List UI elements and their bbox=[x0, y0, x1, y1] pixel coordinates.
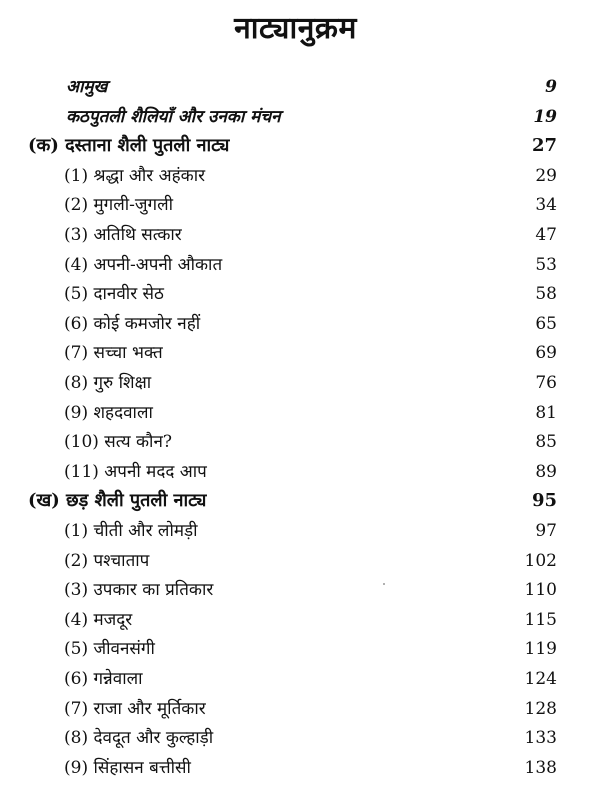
toc-entry-label: (1) श्रद्धा और अहंकार bbox=[64, 165, 206, 186]
toc-entry-page: 115 bbox=[524, 609, 557, 630]
toc-entry-page: 58 bbox=[535, 284, 557, 305]
toc-entry-label: (11) अपनी मदद आप bbox=[64, 461, 207, 482]
toc-entry-label: (9) सिंहासन बत्तीसी bbox=[64, 757, 191, 778]
toc-entry-label: (8) गुरु शिक्षा bbox=[64, 373, 152, 393]
toc-entry bbox=[0, 402, 591, 432]
toc-entry-page: 85 bbox=[535, 432, 557, 453]
paper-speck bbox=[383, 583, 385, 585]
toc-entry-page: 29 bbox=[535, 165, 557, 186]
toc-entry-label: (1) चीती और लोमड़ी bbox=[64, 521, 198, 541]
toc-entry bbox=[0, 165, 591, 195]
toc-entry-label: (7) सच्चा भक्त bbox=[64, 343, 163, 364]
toc-entry-label: (3) उपकार का प्रतिकार bbox=[64, 580, 214, 601]
toc-entry-page: 124 bbox=[524, 669, 557, 689]
toc-entry bbox=[0, 668, 591, 698]
toc-entry bbox=[0, 727, 591, 757]
toc-entry-label: (5) दानवीर सेठ bbox=[64, 284, 164, 305]
toc-entry bbox=[0, 372, 591, 402]
toc-entry-label: आमुख bbox=[66, 77, 108, 97]
toc-entry-label: (6) कोई कमजोर नहीं bbox=[64, 313, 201, 334]
toc-entry bbox=[0, 342, 591, 372]
toc-entry-label: (10) सत्य कौन? bbox=[64, 432, 172, 453]
toc-entry bbox=[0, 76, 591, 106]
toc-entry bbox=[0, 461, 591, 491]
toc-entry-label: (2) पश्चाताप bbox=[64, 550, 150, 571]
toc-entry bbox=[0, 254, 591, 284]
toc-entry-label: (3) अतिथि सत्कार bbox=[64, 225, 182, 245]
page-title: नाट्यानुक्रम bbox=[234, 11, 357, 46]
toc-entry-page: 81 bbox=[535, 402, 557, 423]
toc-entry bbox=[0, 224, 591, 254]
toc-entry bbox=[0, 550, 591, 580]
toc-entry-page: 128 bbox=[524, 698, 557, 719]
toc-entry-label: (7) राजा और मूर्तिकार bbox=[64, 698, 206, 719]
toc-entry bbox=[0, 520, 591, 550]
toc-entry-page: 119 bbox=[524, 639, 557, 660]
toc-entry-label: (4) मजदूर bbox=[64, 609, 133, 630]
toc-entry-label: कठपुतली शैलियाँ और उनका मंचन bbox=[66, 106, 281, 127]
toc-entry bbox=[0, 698, 591, 728]
toc-entry bbox=[0, 757, 591, 787]
toc-entry-page: 65 bbox=[535, 313, 557, 334]
toc-entry bbox=[0, 609, 591, 639]
toc-section-page: 27 bbox=[531, 135, 557, 157]
toc-entry-page: 133 bbox=[524, 728, 557, 749]
toc-entry bbox=[0, 431, 591, 461]
toc-entry-label: (4) अपनी-अपनी औकात bbox=[64, 254, 223, 275]
toc-entry-page: 19 bbox=[533, 106, 557, 127]
toc-entry bbox=[0, 638, 591, 668]
toc-entry-page: 110 bbox=[524, 580, 557, 601]
toc-entry bbox=[0, 194, 591, 224]
toc-section-heading bbox=[0, 135, 591, 165]
toc-entry-page: 76 bbox=[535, 373, 557, 393]
toc-entry-page: 53 bbox=[535, 254, 557, 275]
toc-entry-page: 97 bbox=[535, 521, 557, 541]
toc-entry-label: (8) देवदूत और कुल्हाड़ी bbox=[64, 728, 214, 749]
toc-entry-label: (9) शहदवाला bbox=[64, 402, 153, 423]
toc-section-label: (क) दस्ताना शैली पुतली नाट्य bbox=[28, 135, 230, 157]
toc-section-page: 95 bbox=[531, 490, 557, 512]
toc-entry-label: (5) जीवनसंगी bbox=[64, 639, 155, 660]
toc-entry bbox=[0, 283, 591, 313]
toc-entry-label: (2) मुगली-जुगली bbox=[64, 195, 174, 216]
toc-entry bbox=[0, 579, 591, 609]
toc-entry-page: 9 bbox=[545, 77, 557, 97]
toc-section-heading bbox=[0, 490, 591, 520]
toc-entry bbox=[0, 106, 591, 136]
toc-entry-page: 47 bbox=[535, 225, 557, 245]
toc-entry-page: 89 bbox=[535, 461, 557, 482]
toc-entry-page: 69 bbox=[535, 343, 557, 364]
toc-entry-page: 34 bbox=[535, 195, 557, 216]
toc-entry-page: 102 bbox=[524, 550, 557, 571]
toc-section-label: (ख) छड़ शैली पुतली नाट्य bbox=[28, 490, 207, 512]
toc-entry-label: (6) गन्नेवाला bbox=[64, 669, 143, 689]
toc-entry-page: 138 bbox=[524, 757, 557, 778]
toc-entry bbox=[0, 313, 591, 343]
